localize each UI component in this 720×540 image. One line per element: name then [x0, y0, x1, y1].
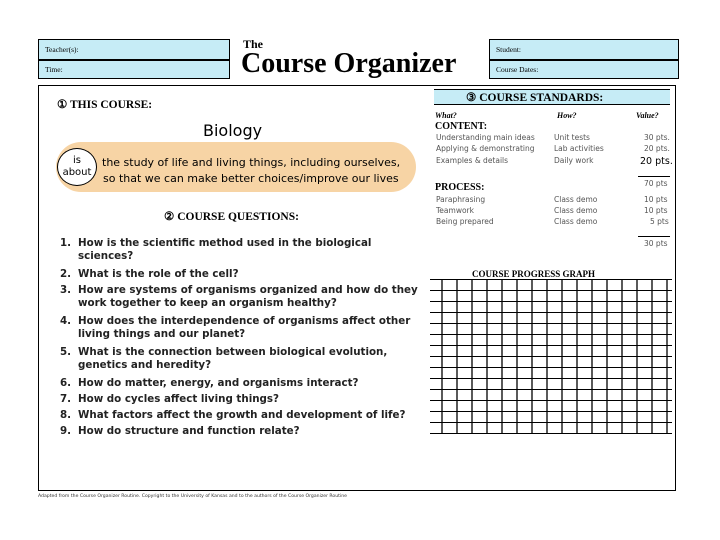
standard-what: Being prepared: [436, 217, 494, 226]
standards-row: [436, 133, 676, 144]
standard-value: 20 pts.: [640, 156, 673, 167]
question-item: [60, 346, 420, 371]
standard-how: Lab activities: [554, 144, 604, 153]
content-label: CONTENT:: [435, 121, 488, 132]
progress-graph-heading: COURSE PROGRESS GRAPH: [472, 269, 596, 279]
standard-value: 10 pts: [644, 206, 668, 215]
question-line: How do matter, energy, and organisms interact?: [78, 377, 359, 389]
question-line: How do cycles affect living things?: [78, 393, 280, 405]
question-line: living things and our planet?: [78, 327, 246, 340]
teachers-label: Teacher(s):: [45, 45, 79, 54]
question-item: [60, 409, 420, 422]
standard-how: Unit tests: [554, 133, 590, 142]
content-total: 70 pts: [644, 179, 668, 188]
question-line: What is the role of the cell?: [78, 268, 239, 280]
content-total-rule: [638, 176, 670, 177]
teachers-field[interactable]: [38, 39, 230, 60]
standard-how: Class demo: [554, 195, 598, 204]
question-number: 2.: [60, 268, 72, 280]
standard-what: Teamwork: [436, 206, 474, 215]
course-heading-text: THIS COURSE:: [69, 99, 153, 111]
question-line: How do structure and function relate?: [78, 425, 300, 437]
standard-what: Applying & demonstrating: [436, 144, 535, 153]
questions-heading: [164, 209, 299, 223]
questions-heading-text: COURSE QUESTIONS:: [177, 211, 299, 223]
standard-what: Examples & details: [436, 156, 509, 165]
question-number: 9.: [60, 425, 72, 437]
question-line: What is the connection between biological evolution,: [78, 346, 388, 358]
process-total: 30 pts: [644, 239, 668, 248]
standard-how: Class demo: [554, 217, 598, 226]
section-number-3: ③: [466, 92, 477, 104]
question-line: work together to keep an organism healthy?: [78, 296, 337, 309]
standards-row: [436, 144, 676, 155]
student-field[interactable]: [489, 39, 679, 60]
question-item: [60, 237, 420, 262]
course-heading: [57, 97, 152, 111]
student-label: Student:: [496, 45, 522, 54]
time-field[interactable]: [38, 60, 230, 79]
standard-how: Class demo: [554, 206, 598, 215]
standards-row: [436, 217, 676, 228]
question-item: [60, 425, 420, 438]
question-line: How are systems of organisms organized and how do they: [78, 284, 418, 296]
progress-graph-grid: [430, 279, 672, 435]
question-item: [60, 268, 420, 281]
standards-row: [436, 195, 676, 206]
question-item: [60, 315, 420, 340]
question-number: 8.: [60, 409, 72, 421]
question-line: genetics and heredity?: [78, 358, 212, 371]
course-description-line: so that we can make better choices/improve our lives: [103, 172, 399, 185]
course-dates-field[interactable]: [489, 60, 679, 79]
is-about-word-1: is: [73, 155, 81, 166]
question-line: How does the interdependence of organisms affect other: [78, 315, 411, 327]
course-description-line: the study of life and living things, including ourselves,: [102, 156, 401, 169]
question-item: [60, 284, 420, 309]
section-number-2: ②: [164, 211, 175, 223]
col-value-header: Value?: [636, 111, 659, 120]
course-dates-label: Course Dates:: [496, 65, 539, 74]
standards-row: [436, 206, 676, 217]
section-number-1: ①: [57, 99, 68, 111]
question-number: 6.: [60, 377, 72, 389]
standard-value: 30 pts.: [644, 133, 670, 142]
title-the: The: [243, 37, 264, 51]
standard-value: 5 pts: [650, 217, 669, 226]
question-line: What factors affect the growth and development of life?: [78, 409, 406, 421]
question-number: 1.: [60, 237, 72, 249]
question-line: sciences?: [78, 249, 134, 262]
process-total-rule: [638, 236, 670, 237]
page-title: Course Organizer: [241, 48, 457, 79]
question-number: 3.: [60, 284, 72, 296]
question-number: 7.: [60, 393, 72, 405]
standards-heading: [466, 90, 603, 104]
standard-what: Paraphrasing: [436, 195, 486, 204]
question-item: [60, 377, 420, 390]
standard-value: 10 pts: [644, 195, 668, 204]
question-number: 4.: [60, 315, 72, 327]
process-label: PROCESS:: [435, 182, 485, 193]
is-about-oval: [57, 148, 97, 186]
standards-row: [436, 156, 676, 167]
question-number: 5.: [60, 346, 72, 358]
col-what-header: What?: [435, 111, 457, 120]
col-how-header: How?: [557, 111, 577, 120]
standards-heading-text: COURSE STANDARDS:: [479, 92, 604, 104]
footer-credit: Adapted from the Course Organizer Routine. Copyright to the University of Kansas and to the authors of the Course Organizer Routine: [38, 494, 347, 499]
standard-what: Understanding main ideas: [436, 133, 535, 142]
course-name: Biology: [203, 121, 263, 140]
question-line: How is the scientific method used in the biological: [78, 237, 372, 249]
question-item: [60, 393, 420, 406]
time-label: Time:: [45, 65, 63, 74]
is-about-word-2: about: [62, 167, 92, 178]
standard-value: 20 pts.: [644, 144, 670, 153]
standard-how: Daily work: [554, 156, 594, 165]
